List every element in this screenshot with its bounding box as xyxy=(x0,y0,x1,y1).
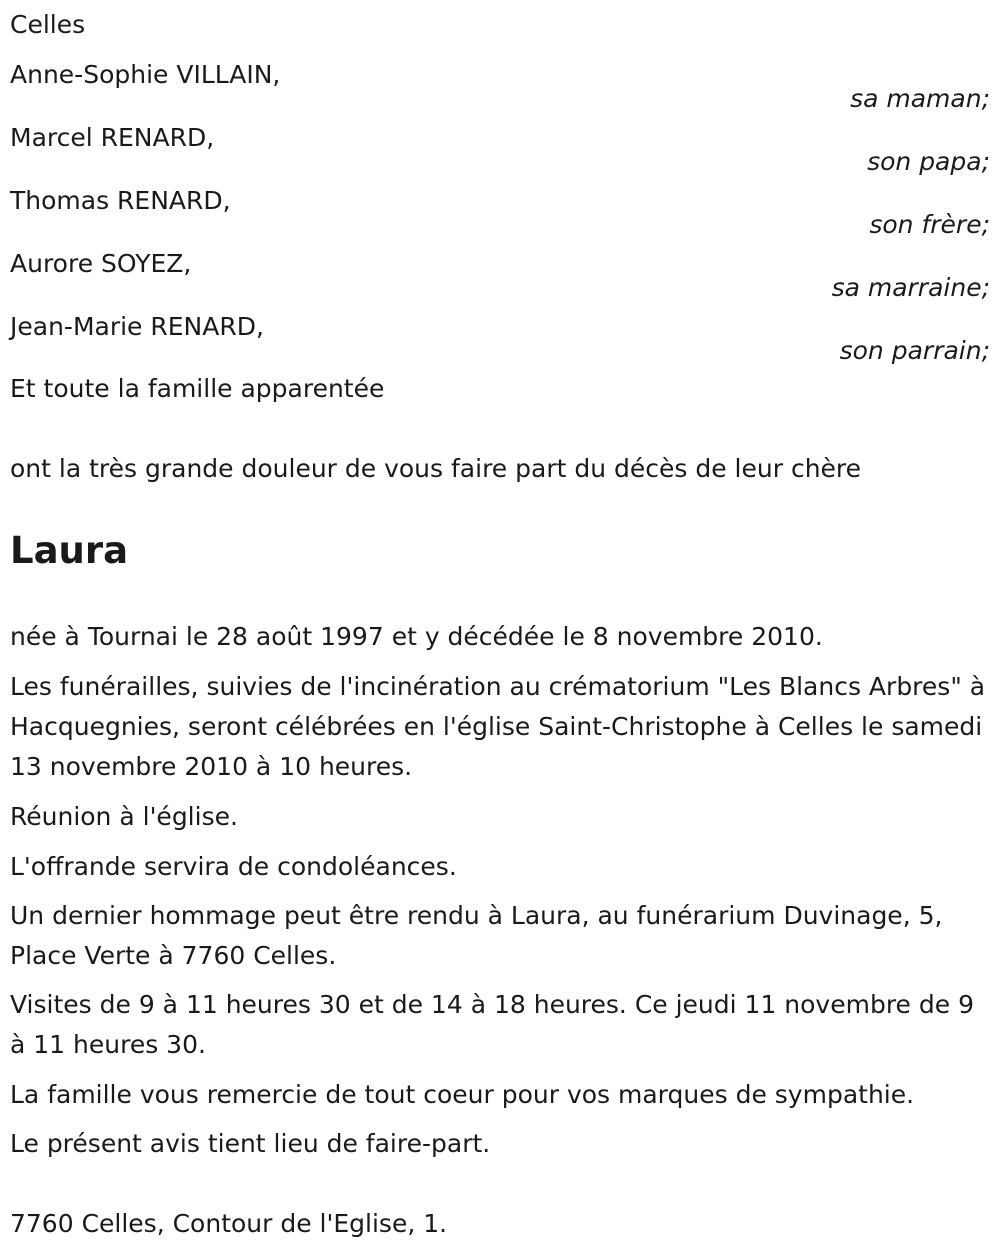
relative-role: sa maman; xyxy=(850,84,990,113)
funeral-paragraph: Les funérailles, suivies de l'incinération au crématorium "Les Blancs Arbres" à Hacquegnies, seront célébrées en l'église Saint-Christophe à Celles le samedi 13 novembre 2010 à 10 heures. xyxy=(10,672,986,781)
relative-role: son parrain; xyxy=(839,336,990,365)
relative-entry xyxy=(10,184,990,246)
family-line: Et toute la famille apparentée xyxy=(10,374,385,403)
relative-name: Anne-Sophie VILLAIN, xyxy=(10,60,281,89)
relative-role: sa marraine; xyxy=(831,273,990,302)
relative-entry xyxy=(10,121,990,183)
thanks-paragraph: La famille vous remercie de tout coeur pour vos marques de sympathie. xyxy=(10,1080,915,1109)
birth-death-paragraph: née à Tournai le 28 août 1997 et y décédée le 8 novembre 2010. xyxy=(10,622,823,651)
deceased-name: Laura xyxy=(10,529,129,572)
relative-entry xyxy=(10,310,990,372)
relative-role: son frère; xyxy=(869,210,990,239)
meeting-paragraph: Réunion à l'église. xyxy=(10,802,238,831)
visits-paragraph: Visites de 9 à 11 heures 30 et de 14 à 18 heures. Ce jeudi 11 novembre de 9 à 11 heures 30. xyxy=(10,990,974,1059)
tribute-paragraph: Un dernier hommage peut être rendu à Laura, au funérarium Duvinage, 5, Place Verte à 7760 Celles. xyxy=(10,901,943,970)
relative-role: son papa; xyxy=(867,147,990,176)
relative-name: Jean-Marie RENARD, xyxy=(10,312,264,341)
place-heading: Celles xyxy=(10,10,86,39)
announcement-text: ont la très grande douleur de vous faire part du décès de leur chère xyxy=(10,454,862,483)
address-line: 7760 Celles, Contour de l'Eglise, 1. xyxy=(10,1209,448,1238)
relative-name: Marcel RENARD, xyxy=(10,123,215,152)
relative-entry xyxy=(10,247,990,309)
relative-name: Thomas RENARD, xyxy=(10,186,231,215)
offering-paragraph: L'offrande servira de condoléances. xyxy=(10,852,457,881)
relative-entry xyxy=(10,58,990,120)
relative-name: Aurore SOYEZ, xyxy=(10,249,192,278)
notice-paragraph: Le présent avis tient lieu de faire-part. xyxy=(10,1129,491,1158)
